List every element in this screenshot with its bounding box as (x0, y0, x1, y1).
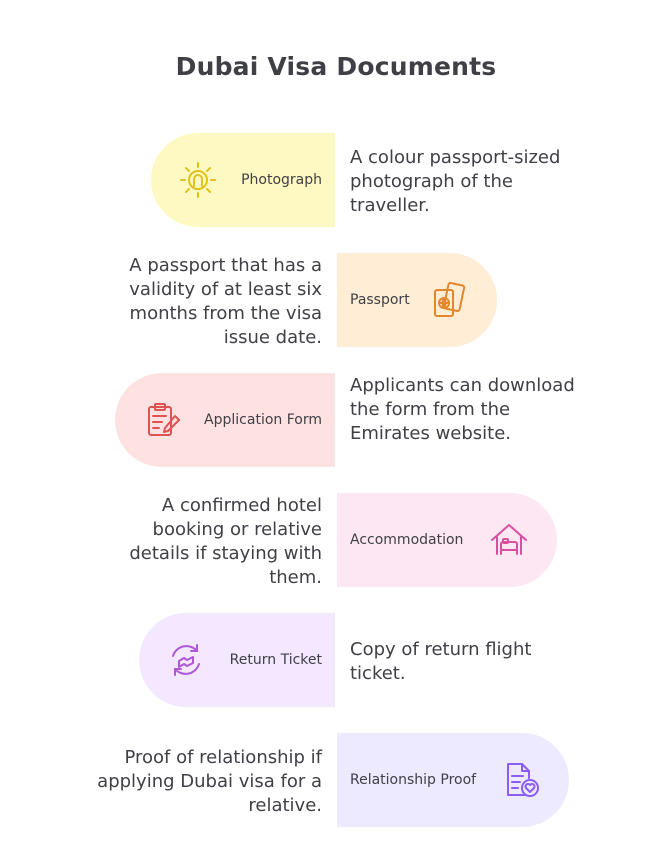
application-form-description: Applicants can download the form from the Emirates website. (350, 375, 575, 444)
accommodation-label: Accommodation (350, 532, 464, 548)
application-form-pill (115, 373, 335, 467)
photograph-description: A colour passport-sized photograph of the traveller. (350, 147, 561, 216)
accommodation-description: A confirmed hotel booking or relative details if staying with them. (129, 495, 322, 588)
return-ticket-description: Copy of return flight ticket. (350, 639, 532, 684)
relationship-proof-pill (337, 733, 569, 827)
document-heart-icon (501, 760, 541, 800)
photograph-pill (151, 133, 335, 227)
page-title: Dubai Visa Documents (175, 52, 497, 81)
relationship-proof-description: Proof of relationship if applying Dubai visa for a relative. (97, 747, 322, 816)
relationship-proof-label: Relationship Proof (350, 772, 477, 788)
return-ticket-pill (139, 613, 335, 707)
photograph-label: Photograph (241, 172, 322, 188)
passport-icon (429, 280, 469, 320)
sun-icon (178, 160, 218, 200)
passport-pill (337, 253, 497, 347)
clipboard-icon (142, 400, 182, 440)
passport-description: A passport that has a validity of at least six months from the visa issue date. (129, 255, 322, 348)
house-bed-icon (489, 520, 529, 560)
passport-label: Passport (350, 292, 410, 308)
accommodation-pill (337, 493, 557, 587)
application-form-label: Application Form (204, 412, 322, 428)
exchange-icon (166, 640, 206, 680)
return-ticket-label: Return Ticket (229, 652, 322, 668)
